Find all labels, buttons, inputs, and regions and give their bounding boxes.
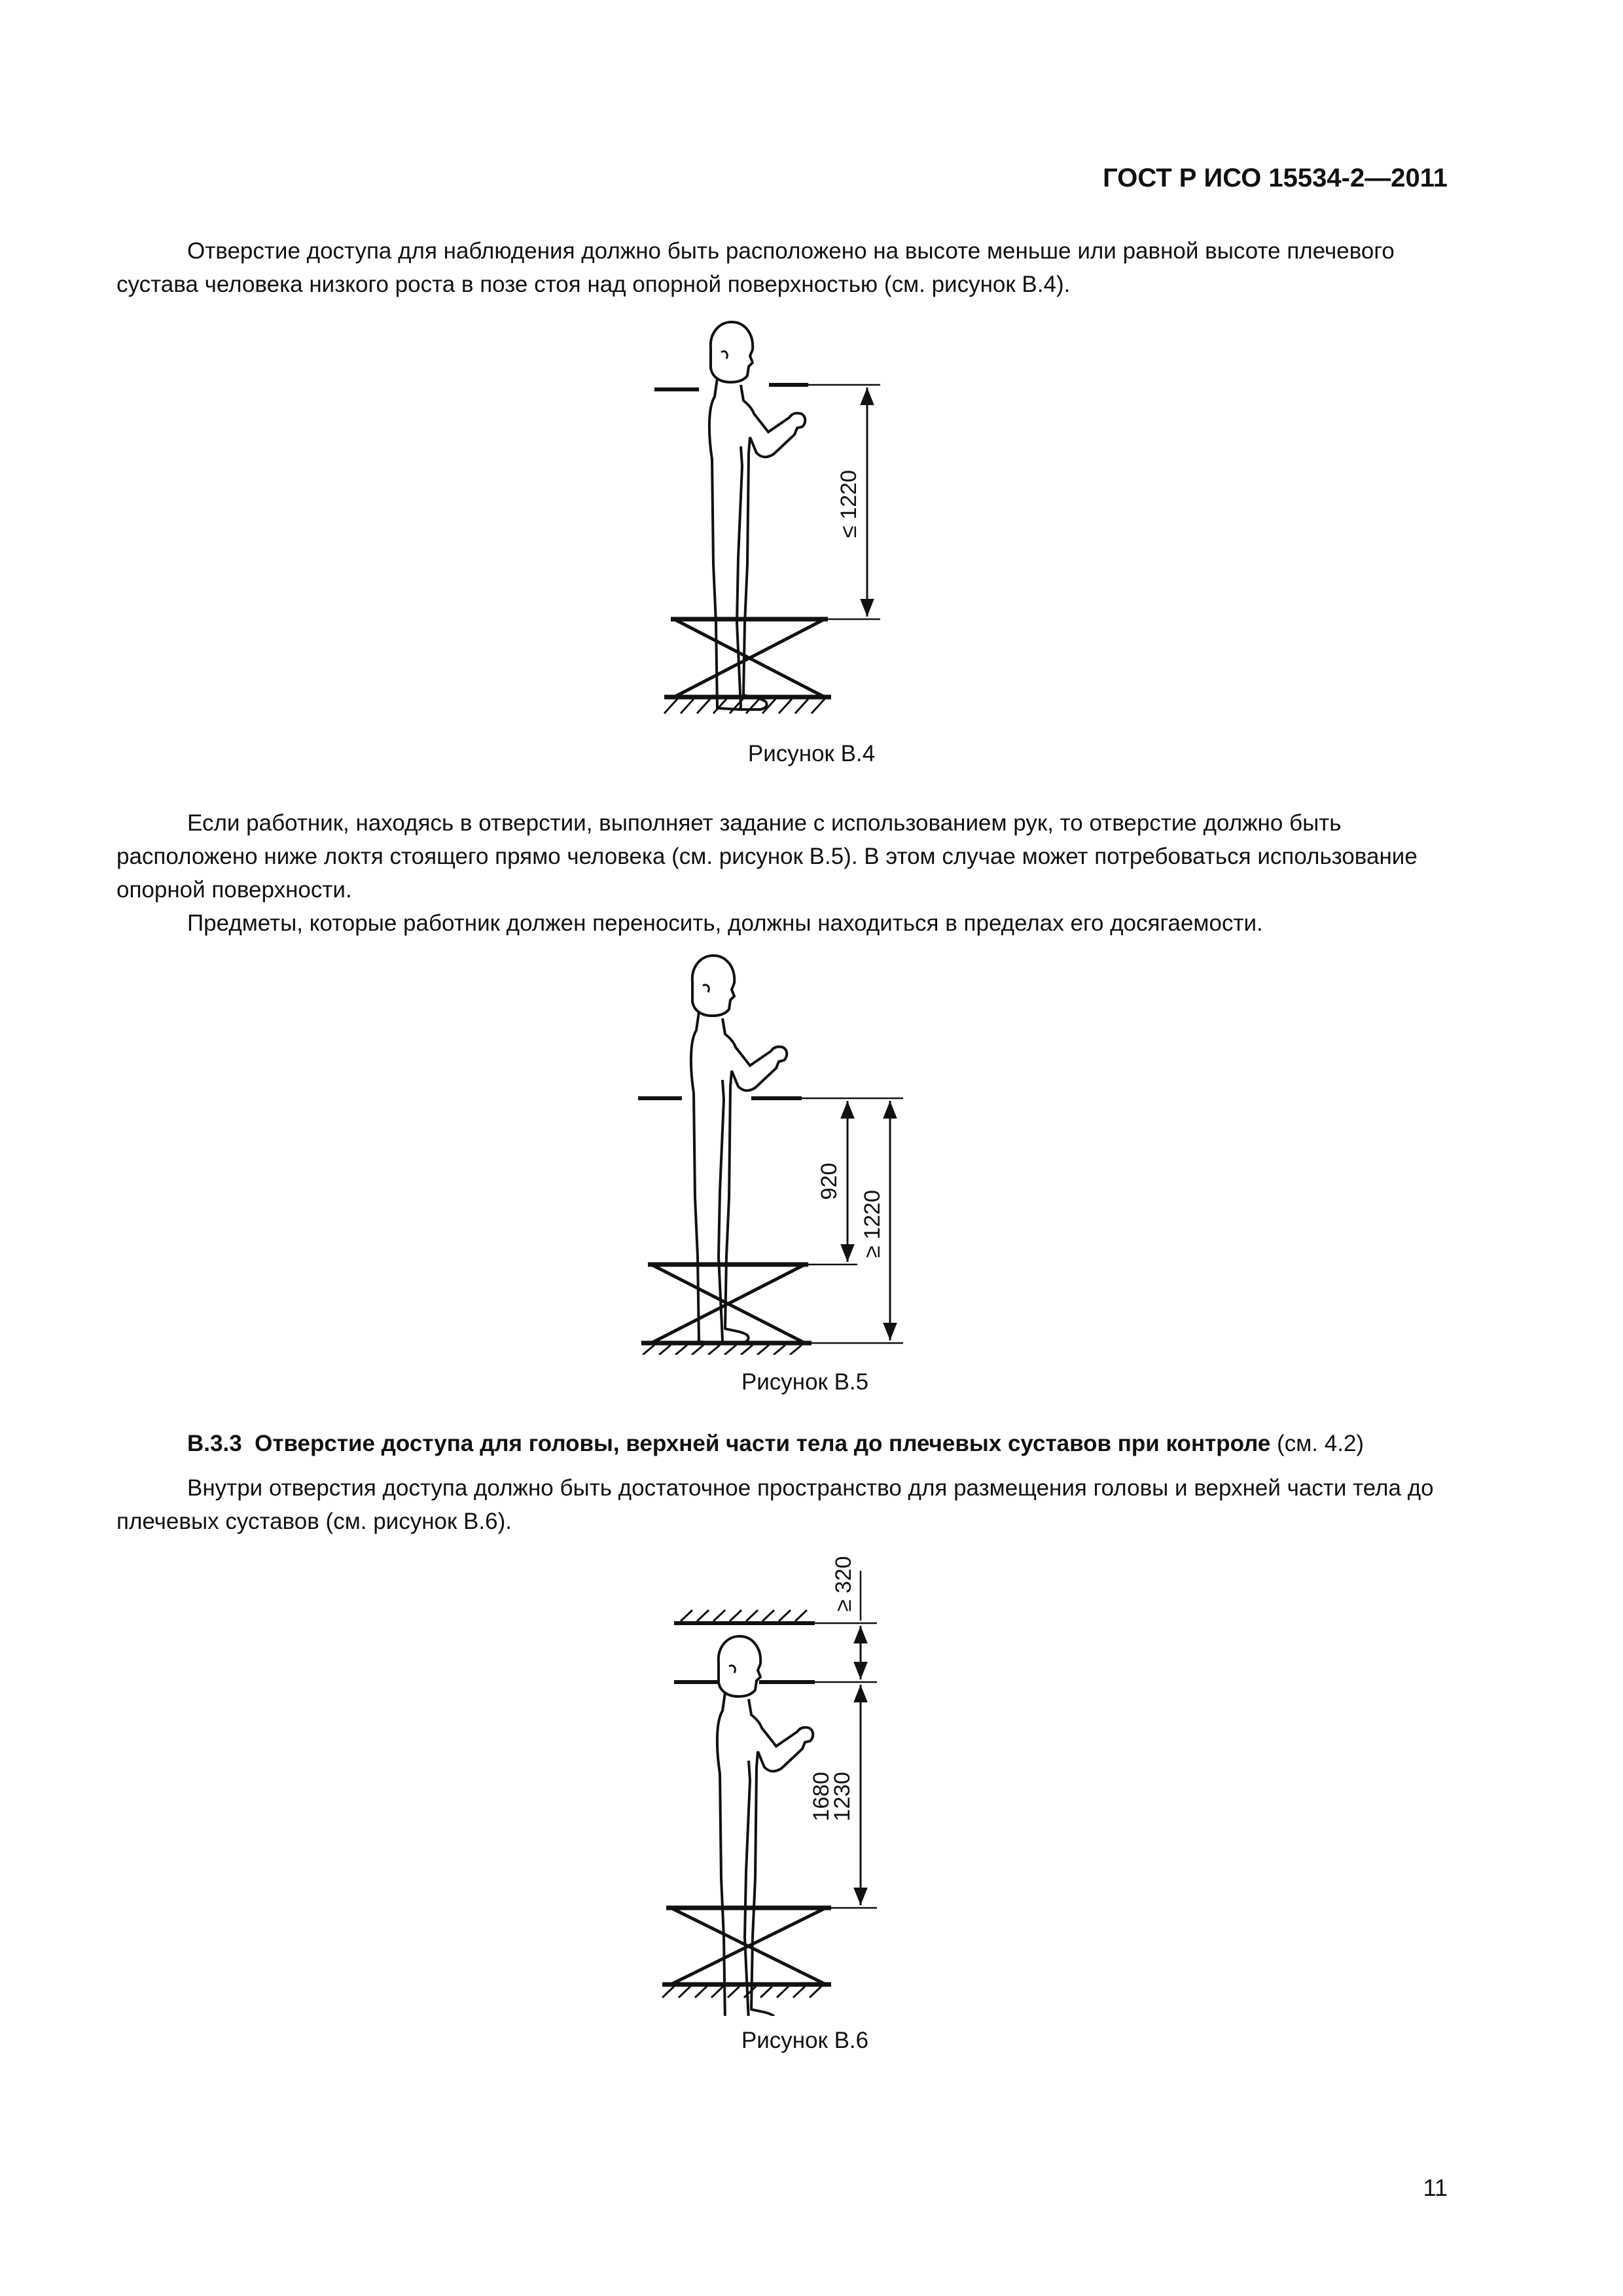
section-number: В.3.3 — [187, 1431, 242, 1456]
dimension-label-a: 1680 — [809, 1772, 834, 1821]
paragraph-hand-task-opening: Если работник, находясь в отверстии, выполняет задание с использованием рук, то отверстие должно быть расположено ниже локтя стоящего прямо человека (см. рисунок В.5). В этом случае может потребоваться использование опорной поверхности. — [116, 810, 1418, 903]
dimension-label-top: ≥ 320 — [831, 1556, 856, 1612]
document-header: ГОСТ Р ИСО 15534-2—2011 — [1103, 164, 1448, 192]
figure-b4 — [0, 321, 1623, 733]
figure-b6-caption: Рисунок В.6 — [741, 2028, 869, 2053]
figure-b5 — [0, 949, 1623, 1355]
page-number: 11 — [1423, 2174, 1448, 2201]
paragraph-observation-opening: Отверстие доступа для наблюдения должно быть расположено на высоте меньше или равной высоте плечевого сустава человека низкого роста в позе стоя над опорной поверхностью (см. рисунок В.4). — [116, 238, 1395, 297]
figure-b6-drawing — [0, 1545, 1623, 2016]
dimension-label-outer: ≥ 1220 — [860, 1190, 885, 1258]
paragraph-head-space: Внутри отверстия доступа должно быть достаточное пространство для размещения головы и верхней части тела до плечевых суставов (см. рисунок В.6). — [116, 1475, 1434, 1534]
figure-b4-caption: Рисунок В.4 — [747, 741, 876, 766]
section-reference: (см. 4.2) — [1270, 1431, 1364, 1456]
section-title: Отверстие доступа для головы, верхней части тела до плечевых суставов при контроле — [255, 1431, 1271, 1456]
dimension-label-inner: 920 — [817, 1162, 842, 1200]
dimension-label: ≤ 1220 — [836, 470, 861, 538]
figure-b6 — [0, 1545, 1623, 2016]
figure-b5-caption: Рисунок В.5 — [741, 1369, 869, 1395]
figure-b4-drawing — [0, 321, 1623, 733]
paragraph-items-reach: Предметы, которые работник должен переносить, должны находиться в пределах его досягаемости. — [187, 910, 1263, 936]
dimension-label-b: 1230 — [830, 1772, 855, 1821]
figure-b5-drawing — [0, 949, 1623, 1355]
section-heading-b33 — [116, 1427, 1445, 1460]
